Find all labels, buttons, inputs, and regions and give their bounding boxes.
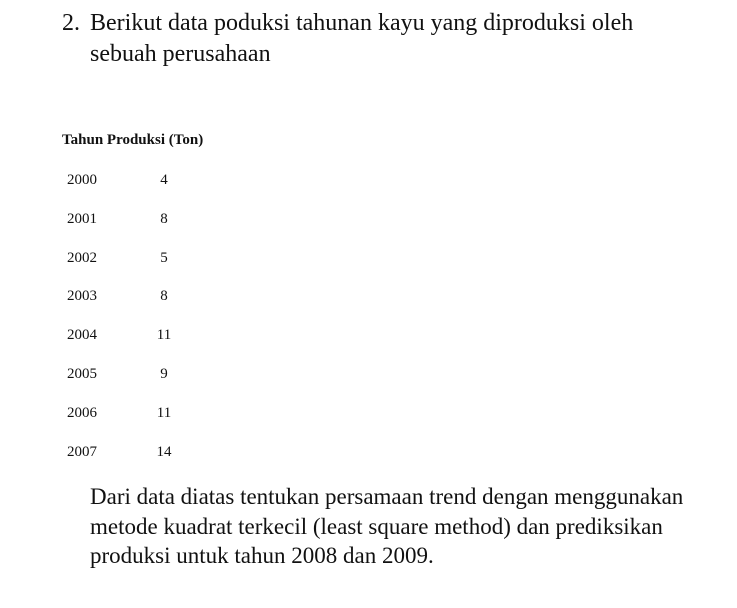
production-cell: 9 — [160, 366, 168, 382]
year-cell: 2000 — [67, 172, 97, 188]
production-cell: 11 — [156, 327, 172, 344]
year-cell: 2001 — [67, 210, 97, 227]
year-cell: 2006 — [67, 404, 97, 421]
question-heading — [62, 8, 722, 70]
production-cell: 8 — [160, 288, 168, 305]
question-line-1: Berikut data poduksi tahunan kayu yang diproduksi oleh — [90, 10, 634, 36]
table-row — [67, 250, 187, 270]
table-row — [67, 405, 187, 425]
table-row — [67, 444, 187, 464]
production-cell: 5 — [160, 249, 168, 266]
production-cell: 8 — [160, 210, 168, 227]
production-cell: 4 — [160, 172, 168, 188]
production-cell: 11 — [156, 404, 172, 421]
year-cell: 2003 — [67, 288, 97, 305]
question-line-2: sebuah perusahaan — [90, 41, 271, 67]
table-row — [67, 327, 187, 347]
year-cell: 2005 — [67, 366, 97, 382]
year-cell: 2004 — [67, 327, 97, 344]
table-row — [67, 172, 187, 192]
production-cell: 14 — [156, 443, 172, 460]
year-cell: 2007 — [67, 443, 97, 460]
table-header: Tahun Produksi (Ton) — [62, 132, 204, 148]
instruction-paragraph: Dari data diatas tentukan persamaan trend dengan menggunakan metode kuadrat terkecil (least square method) dan prediksikan produksi untuk tahun 2008 dan 2009. — [90, 484, 684, 568]
year-cell: 2002 — [67, 249, 97, 266]
table-row — [67, 288, 187, 308]
table-row — [67, 211, 187, 231]
table-row — [67, 366, 187, 386]
question-number: 2. — [62, 10, 80, 36]
